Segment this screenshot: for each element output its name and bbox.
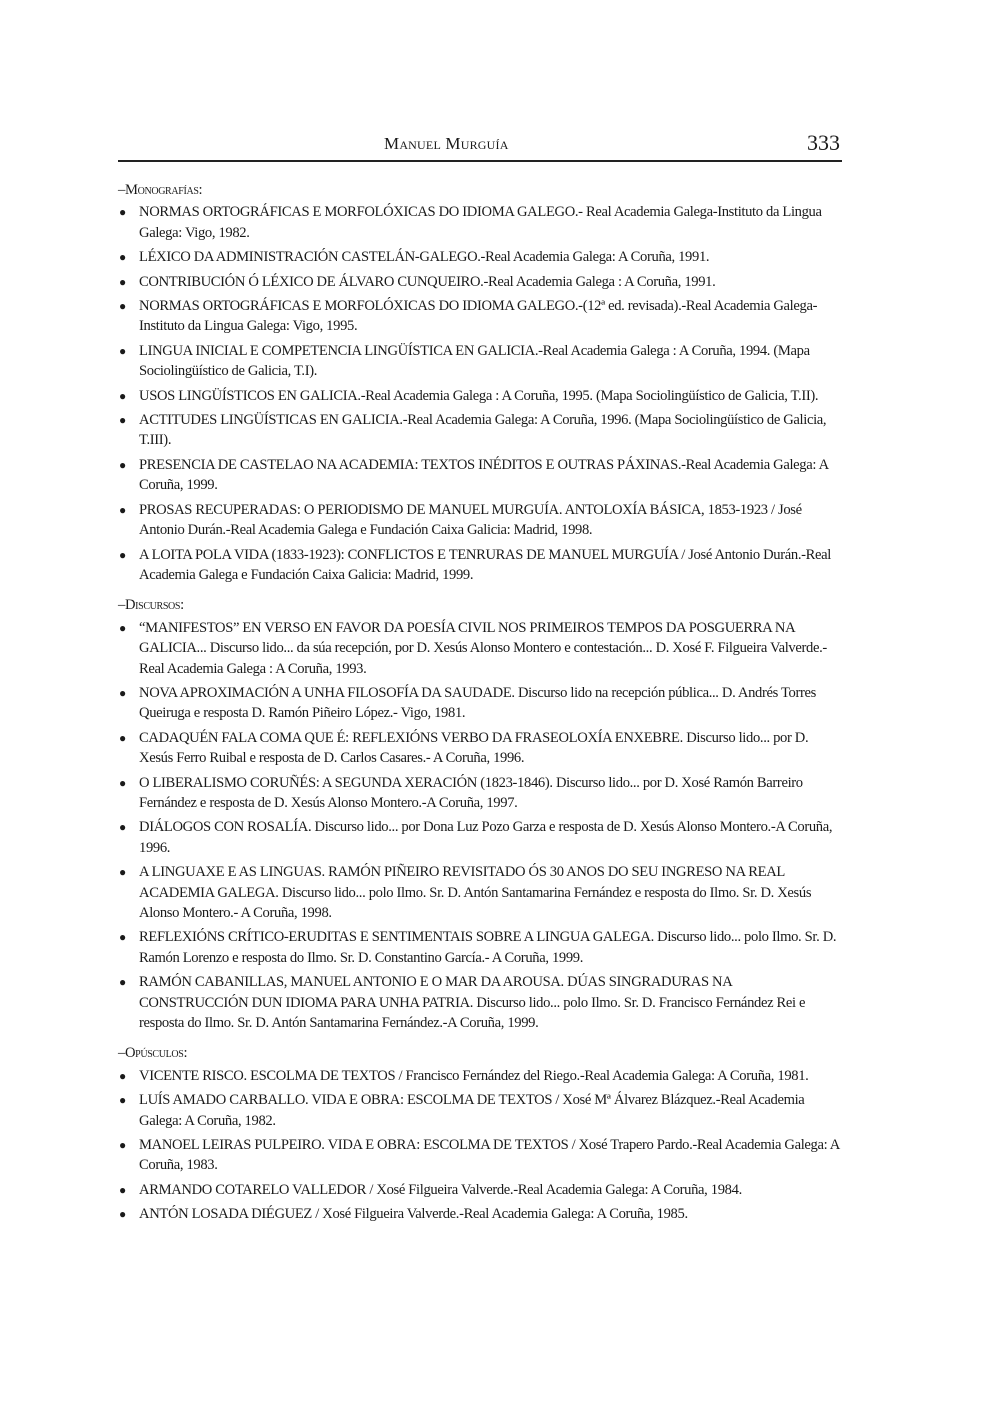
list-item bbox=[118, 1180, 842, 1200]
bullet-icon: ● bbox=[119, 388, 126, 403]
list-item bbox=[118, 272, 842, 292]
bibliography-content bbox=[118, 180, 842, 1229]
entry-text: CADAQUÉN FALA COMA QUE É: REFLEXIÓNS VERBO DA FRASEOLOXÍA ENXEBRE. Discurso lido... por D. Xesús Ferro Ruibal e resposta de D. Carlos Casares.- A Coruña, 1996. bbox=[139, 729, 809, 767]
list-item bbox=[118, 972, 842, 1033]
list-item bbox=[118, 202, 842, 243]
entry-text: NOVA APROXIMACIÓN A UNHA FILOSOFÍA DA SAUDADE. Discurso lido na recepción pública... D. Andrés Torres Queiruga e resposta D. Ramón Piñeiro López.- Vigo, 1981. bbox=[139, 684, 816, 722]
entry-text: DIÁLOGOS CON ROSALÍA. Discurso lido... por Dona Luz Pozo Garza e resposta de D. Xesús Alonso Montero.-A Coruña, 1996. bbox=[139, 819, 833, 856]
list-item bbox=[118, 1066, 842, 1086]
section-opusculos bbox=[118, 1043, 842, 1224]
entry-text: LUÍS AMADO CARBALLO. VIDA E OBRA: ESCOLMA DE TEXTOS / Xosé Mª Álvarez Blázquez.-Real Academia Galega: A Coruña, 1982. bbox=[139, 1092, 805, 1129]
section-heading: –Opúsculos: bbox=[118, 1045, 188, 1062]
entry-text: ACTITUDES LINGÜÍSTICAS EN GALICIA.-Real Academia Galega: A Coruña, 1996. (Mapa Sociolingüístico de Galicia, T.III). bbox=[139, 412, 827, 449]
bullet-icon: ● bbox=[119, 1138, 126, 1153]
bullet-icon: ● bbox=[119, 413, 126, 428]
list-item bbox=[118, 862, 842, 923]
page-header bbox=[118, 128, 842, 160]
bullet-icon: ● bbox=[119, 865, 126, 880]
entry-list bbox=[118, 202, 842, 585]
entry-text: ANTÓN LOSADA DIÉGUEZ / Xosé Filgueira Valverde.-Real Academia Galega: A Coruña, 1985. bbox=[139, 1206, 688, 1223]
entry-text: REFLEXIÓNS CRÍTICO-ERUDITAS E SENTIMENTAIS SOBRE A LINGUA GALEGA. Discurso lido... polo Ilmo. Sr. D. Ramón Lorenzo e resposta do Ilmo. Sr. D. Constantino García.- A Coruña, 1999. bbox=[139, 929, 837, 966]
header-rule bbox=[118, 160, 842, 162]
bullet-icon: ● bbox=[119, 502, 126, 517]
entry-text: VICENTE RISCO. ESCOLMA DE TEXTOS / Francisco Fernández del Riego.-Real Academia Galega: A Coruña, 1981. bbox=[139, 1067, 809, 1084]
section-heading: –Discursos: bbox=[118, 597, 184, 614]
list-item bbox=[118, 683, 842, 724]
entry-text: A LOITA POLA VIDA (1833-1923): CONFLICTOS E TENRURAS DE MANUEL MURGUÍA / José Antonio Durán.-Real Academia Galega e Fundación Caixa Galicia: Madrid, 1999. bbox=[139, 546, 831, 583]
entry-text: LINGUA INICIAL E COMPETENCIA LINGÜÍSTICA EN GALICIA.-Real Academia Galega : A Coruña, 1994. (Mapa Sociolingüístico de Galicia, T.I). bbox=[139, 342, 810, 380]
section-monografias bbox=[118, 180, 842, 585]
bullet-icon: ● bbox=[119, 1207, 126, 1222]
list-item bbox=[118, 545, 842, 586]
entry-list bbox=[118, 618, 842, 1034]
list-item bbox=[118, 817, 842, 858]
section-discursos bbox=[118, 595, 842, 1033]
section-heading: –Monografías: bbox=[118, 182, 203, 198]
bullet-icon: ● bbox=[119, 274, 126, 289]
entry-text: A LINGUAXE E AS LINGUAS. RAMÓN PIÑEIRO REVISITADO ÓS 30 ANOS DO SEU INGRESO NA REAL ACADEMIA GALEGA. Discurso lido... polo Ilmo. Sr. D. Antón Santamarina Fernández e resposta do Ilmo. Sr. D. Xesús Alonso Montero.- A Coruña, 1998. bbox=[139, 864, 812, 921]
running-head: Manuel Murguía bbox=[384, 134, 509, 153]
entry-text: “MANIFESTOS” EN VERSO EN FAVOR DA POESÍA CIVIL NOS PRIMEIROS TEMPOS DA POSGUERRA NA GALICIA... Discurso lido... da súa recepción, por D. Xesús Alonso Montero e contestación... D. Xosé F. Filgueira Valverde.- Real Academia Galega : A Coruña, 1993. bbox=[139, 619, 827, 677]
list-item bbox=[118, 296, 842, 337]
list-item bbox=[118, 247, 842, 267]
bullet-icon: ● bbox=[119, 685, 126, 700]
bullet-icon: ● bbox=[119, 1182, 126, 1197]
bullet-icon: ● bbox=[119, 205, 126, 220]
entry-text: ARMANDO COTARELO VALLEDOR / Xosé Filgueira Valverde.-Real Academia Galega: A Coruña, 1984. bbox=[139, 1181, 742, 1198]
list-item bbox=[118, 618, 842, 679]
list-item bbox=[118, 386, 842, 406]
bullet-icon: ● bbox=[119, 1068, 126, 1083]
bullet-icon: ● bbox=[119, 820, 126, 835]
bullet-icon: ● bbox=[119, 775, 126, 790]
list-item bbox=[118, 1135, 842, 1176]
bullet-icon: ● bbox=[119, 250, 126, 265]
list-item bbox=[118, 1204, 842, 1224]
list-item bbox=[118, 341, 842, 382]
entry-text: NORMAS ORTOGRÁFICAS E MORFOLÓXICAS DO IDIOMA GALEGO.-(12ª ed. revisada).-Real Academia Galega-Instituto da Lingua Galega: Vigo, 1995. bbox=[139, 298, 818, 335]
entry-text: O LIBERALISMO CORUÑÉS: A SEGUNDA XERACIÓN (1823-1846). Discurso lido... por D. Xosé Ramón Barreiro Fernández e resposta de D. Xesús Alonso Montero.-A Coruña, 1997. bbox=[139, 774, 803, 811]
list-item bbox=[118, 773, 842, 814]
list-item bbox=[118, 728, 842, 769]
bullet-icon: ● bbox=[119, 299, 126, 314]
bullet-icon: ● bbox=[119, 343, 126, 358]
page-number: 333 bbox=[807, 130, 840, 155]
entry-text: MANOEL LEIRAS PULPEIRO. VIDA E OBRA: ESCOLMA DE TEXTOS / Xosé Trapero Pardo.-Real Academia Galega: A Coruña, 1983. bbox=[139, 1137, 840, 1174]
bullet-icon: ● bbox=[119, 930, 126, 945]
bullet-icon: ● bbox=[119, 547, 126, 562]
bullet-icon: ● bbox=[119, 620, 126, 635]
bullet-icon: ● bbox=[119, 975, 126, 990]
list-item bbox=[118, 1090, 842, 1131]
entry-text: LÉXICO DA ADMINISTRACIÓN CASTELÁN-GALEGO.-Real Academia Galega: A Coruña, 1991. bbox=[139, 249, 710, 266]
entry-list bbox=[118, 1066, 842, 1225]
entry-text: NORMAS ORTOGRÁFICAS E MORFOLÓXICAS DO IDIOMA GALEGO.- Real Academia Galega-Instituto da Lingua Galega: Vigo, 1982. bbox=[139, 204, 822, 241]
entry-text: RAMÓN CABANILLAS, MANUEL ANTONIO E O MAR DA AROUSA. DÚAS SINGRADURAS NA CONSTRUCCIÓN DUN IDIOMA PARA UNHA PATRIA. Discurso lido... polo Ilmo. Sr. D. Francisco Fernández Rei e resposta do Ilmo. Sr. D. Antón Santamarina Fernández.-A Coruña, 1999. bbox=[139, 974, 806, 1032]
entry-text: USOS LINGÜÍSTICOS EN GALICIA.-Real Academia Galega : A Coruña, 1995. (Mapa Sociolingüístico de Galicia, T.II). bbox=[139, 387, 819, 404]
entry-text: PROSAS RECUPERADAS: O PERIODISMO DE MANUEL MURGUÍA. ANTOLOXÍA BÁSICA, 1853-1923 / José Antonio Durán.-Real Academia Galega e Fundación Caixa Galicia: Madrid, 1998. bbox=[139, 501, 802, 539]
bullet-icon: ● bbox=[119, 1093, 126, 1108]
bullet-icon: ● bbox=[119, 730, 126, 745]
bullet-icon: ● bbox=[119, 457, 126, 472]
list-item bbox=[118, 410, 842, 451]
list-item bbox=[118, 455, 842, 496]
list-item bbox=[118, 927, 842, 968]
entry-text: PRESENCIA DE CASTELAO NA ACADEMIA: TEXTOS INÉDITOS E OUTRAS PÁXINAS.-Real Academia Galega: A Coruña, 1999. bbox=[139, 456, 828, 494]
list-item bbox=[118, 500, 842, 541]
entry-text: CONTRIBUCIÓN Ó LÉXICO DE ÁLVARO CUNQUEIRO.-Real Academia Galega : A Coruña, 1991. bbox=[139, 273, 716, 290]
